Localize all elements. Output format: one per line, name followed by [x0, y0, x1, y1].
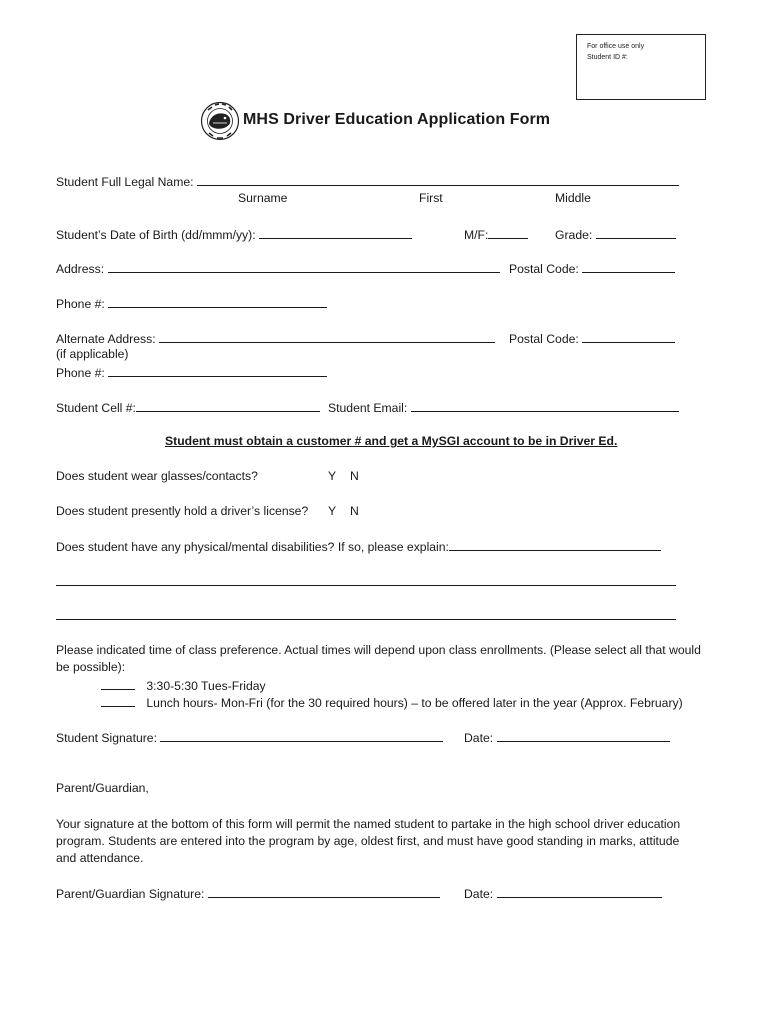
email-label: Student Email:	[328, 401, 408, 415]
sgi-notice: Student must obtain a customer # and get a MySGI account to be in Driver Ed.	[165, 434, 618, 448]
guardian-signature-label: Parent/Guardian Signature:	[56, 887, 205, 901]
class-option-2	[101, 695, 683, 710]
guardian-signature-field[interactable]	[208, 886, 440, 898]
middle-caption: Middle	[555, 191, 591, 205]
first-caption: First	[419, 191, 443, 205]
student-id-label: Student ID #:	[587, 54, 628, 61]
grade-field[interactable]	[596, 227, 676, 239]
disabilities-line-3[interactable]	[56, 608, 676, 620]
disabilities-line-2[interactable]	[56, 574, 676, 586]
address-label: Address:	[56, 262, 105, 276]
alt-address-row	[56, 331, 495, 346]
phone-label: Phone #:	[56, 297, 105, 311]
surname-caption: Surname	[238, 191, 288, 205]
address-field[interactable]	[108, 261, 500, 273]
guardian-date-row	[464, 886, 662, 901]
phone-field[interactable]	[108, 296, 327, 308]
class-option-1-label: 3:30-5:30 Tues-Friday	[146, 679, 266, 693]
office-use-box	[576, 34, 706, 100]
cell-row	[56, 400, 320, 415]
student-signature-label: Student Signature:	[56, 731, 157, 745]
disabilities-row	[56, 539, 661, 554]
alt-phone-row	[56, 365, 327, 380]
full-name-label: Student Full Legal Name:	[56, 175, 194, 189]
postal-row	[509, 261, 675, 276]
guardian-date-field[interactable]	[497, 886, 662, 898]
license-question: Does student presently hold a driver’s license?	[56, 504, 309, 518]
class-option-2-blank[interactable]	[101, 695, 135, 707]
postal-field[interactable]	[582, 261, 675, 273]
student-date-label: Date:	[464, 731, 494, 745]
guardian-signature-row	[56, 886, 440, 901]
student-date-field[interactable]	[497, 730, 670, 742]
alt-postal-label: Postal Code:	[509, 332, 579, 346]
dob-field[interactable]	[259, 227, 412, 239]
class-option-1-blank[interactable]	[101, 678, 135, 690]
phone-row	[56, 296, 327, 311]
glasses-yes[interactable]: Y	[328, 469, 337, 483]
dob-row	[56, 227, 412, 242]
mf-label: M/F:	[464, 228, 489, 242]
grade-label: Grade:	[555, 228, 593, 242]
mf-field[interactable]	[488, 227, 528, 239]
guardian-salutation: Parent/Guardian,	[56, 781, 149, 795]
email-field[interactable]	[411, 400, 679, 412]
postal-label: Postal Code:	[509, 262, 579, 276]
alt-postal-row	[509, 331, 675, 346]
license-yes[interactable]: Y	[328, 504, 337, 518]
alt-phone-label: Phone #:	[56, 366, 105, 380]
cell-field[interactable]	[136, 400, 320, 412]
alt-postal-field[interactable]	[582, 331, 675, 343]
address-row	[56, 261, 500, 276]
email-row	[328, 400, 679, 415]
office-use-label: For office use only	[587, 43, 645, 50]
disabilities-field[interactable]	[449, 539, 661, 551]
cell-label: Student Cell #:	[56, 401, 136, 415]
class-preference-intro: Please indicated time of class preference. Actual times will depend upon class enrollments. (Please select all that would be possible):	[56, 643, 701, 674]
class-option-1	[101, 678, 266, 693]
alt-address-field[interactable]	[159, 331, 495, 343]
alt-phone-field[interactable]	[108, 365, 327, 377]
dob-label: Student’s Date of Birth (dd/mmm/yy):	[56, 228, 256, 242]
grade-row	[555, 227, 676, 242]
full-name-row	[56, 174, 679, 189]
alt-address-label: Alternate Address:	[56, 332, 156, 346]
school-logo	[200, 101, 240, 141]
student-signature-field[interactable]	[160, 730, 443, 742]
glasses-no[interactable]: N	[350, 469, 359, 483]
student-signature-row	[56, 730, 443, 745]
alt-address-note: (if applicable)	[56, 347, 129, 361]
mf-row	[464, 227, 528, 242]
guardian-body: Your signature at the bottom of this form will permit the named student to partake in the high school driver education program. Students are entered into the program by age, oldest first, and must have good standing in marks, attitude and attendance.	[56, 817, 681, 865]
full-name-field[interactable]	[197, 174, 679, 186]
student-date-row	[464, 730, 670, 745]
disabilities-question: Does student have any physical/mental disabilities? If so, please explain:	[56, 540, 449, 554]
guardian-date-label: Date:	[464, 887, 494, 901]
class-option-2-label: Lunch hours- Mon-Fri (for the 30 required hours) – to be offered later in the year (Approx. February)	[146, 696, 683, 710]
glasses-question: Does student wear glasses/contacts?	[56, 469, 258, 483]
form-title: MHS Driver Education Application Form	[243, 111, 551, 128]
license-no[interactable]: N	[350, 504, 359, 518]
